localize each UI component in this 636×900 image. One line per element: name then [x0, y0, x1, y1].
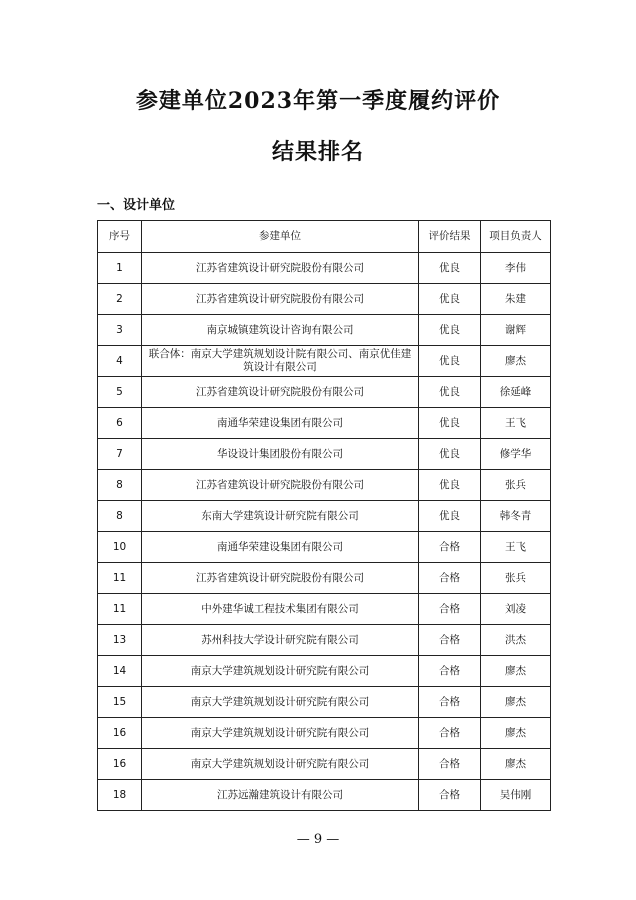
cell-manager: 廖杰: [481, 718, 551, 749]
cell-unit: 江苏远瀚建筑设计有限公司: [142, 780, 419, 811]
cell-unit: 江苏省建筑设计研究院股份有限公司: [142, 563, 419, 594]
cell-manager: 徐延峰: [481, 377, 551, 408]
cell-manager: 刘凌: [481, 594, 551, 625]
cell-rank: 2: [98, 284, 142, 315]
cell-rank: 16: [98, 749, 142, 780]
cell-manager: 廖杰: [481, 687, 551, 718]
cell-unit: 南京城镇建筑设计咨询有限公司: [142, 315, 419, 346]
cell-rank: 3: [98, 315, 142, 346]
cell-manager: 王飞: [481, 532, 551, 563]
cell-unit: 中外建华诚工程技术集团有限公司: [142, 594, 419, 625]
table-row: [98, 563, 551, 594]
cell-result: 优良: [419, 346, 481, 377]
cell-manager: 李伟: [481, 253, 551, 284]
table-row: [98, 687, 551, 718]
cell-unit: 南京大学建筑规划设计研究院有限公司: [142, 687, 419, 718]
table-row: [98, 253, 551, 284]
cell-result: 合格: [419, 780, 481, 811]
cell-result: 优良: [419, 501, 481, 532]
cell-result: 合格: [419, 625, 481, 656]
cell-manager: 张兵: [481, 470, 551, 501]
cell-result: 优良: [419, 315, 481, 346]
cell-rank: 1: [98, 253, 142, 284]
cell-rank: 7: [98, 439, 142, 470]
header-rank: 序号: [98, 221, 142, 253]
cell-rank: 15: [98, 687, 142, 718]
ranking-table: [97, 220, 551, 811]
cell-result: 优良: [419, 377, 481, 408]
table-row: [98, 625, 551, 656]
cell-rank: 10: [98, 532, 142, 563]
document-title-line1: 参建单位2023年第一季度履约评价: [135, 88, 501, 114]
cell-manager: 廖杰: [481, 749, 551, 780]
cell-unit: 苏州科技大学设计研究院有限公司: [142, 625, 419, 656]
table-row: [98, 532, 551, 563]
page-number: — 9 —: [296, 832, 340, 847]
cell-unit: 联合体：南京大学建筑规划设计院有限公司、南京优佳建筑设计有限公司: [142, 346, 419, 377]
cell-result: 优良: [419, 253, 481, 284]
cell-rank: 14: [98, 656, 142, 687]
cell-unit: 江苏省建筑设计研究院股份有限公司: [142, 377, 419, 408]
cell-unit: 南京大学建筑规划设计研究院有限公司: [142, 749, 419, 780]
header-unit: 参建单位: [142, 221, 419, 253]
cell-unit: 江苏省建筑设计研究院股份有限公司: [142, 470, 419, 501]
table-header-row: [98, 221, 551, 253]
header-manager: 项目负责人: [481, 221, 551, 253]
cell-manager: 张兵: [481, 563, 551, 594]
cell-rank: 11: [98, 594, 142, 625]
cell-rank: 4: [98, 346, 142, 377]
cell-unit: 东南大学建筑设计研究院有限公司: [142, 501, 419, 532]
cell-rank: 8: [98, 501, 142, 532]
table-row: [98, 594, 551, 625]
table-body: [98, 253, 551, 811]
cell-result: 优良: [419, 408, 481, 439]
cell-rank: 11: [98, 563, 142, 594]
table-row: [98, 315, 551, 346]
cell-unit: 江苏省建筑设计研究院股份有限公司: [142, 284, 419, 315]
cell-manager: 朱建: [481, 284, 551, 315]
cell-rank: 5: [98, 377, 142, 408]
cell-result: 合格: [419, 532, 481, 563]
table-row: [98, 470, 551, 501]
table-row: [98, 377, 551, 408]
table-row: [98, 780, 551, 811]
table-row: [98, 346, 551, 377]
cell-result: 优良: [419, 284, 481, 315]
cell-result: 合格: [419, 749, 481, 780]
cell-unit: 南通华荣建设集团有限公司: [142, 532, 419, 563]
cell-manager: 韩冬青: [481, 501, 551, 532]
cell-unit: 南京大学建筑规划设计研究院有限公司: [142, 718, 419, 749]
cell-manager: 吴伟刚: [481, 780, 551, 811]
cell-manager: 王飞: [481, 408, 551, 439]
cell-result: 合格: [419, 718, 481, 749]
cell-unit: 华设设计集团股份有限公司: [142, 439, 419, 470]
cell-unit: 南通华荣建设集团有限公司: [142, 408, 419, 439]
cell-result: 合格: [419, 687, 481, 718]
cell-rank: 6: [98, 408, 142, 439]
cell-manager: 廖杰: [481, 346, 551, 377]
cell-rank: 16: [98, 718, 142, 749]
cell-result: 优良: [419, 470, 481, 501]
table-row: [98, 501, 551, 532]
document-title-line2: 结果排名: [271, 139, 364, 165]
cell-result: 合格: [419, 594, 481, 625]
cell-manager: 修学华: [481, 439, 551, 470]
cell-unit: 江苏省建筑设计研究院股份有限公司: [142, 253, 419, 284]
section-heading: 一、设计单位: [97, 198, 176, 213]
table-row: [98, 656, 551, 687]
table-row: [98, 284, 551, 315]
table-row: [98, 718, 551, 749]
cell-result: 合格: [419, 563, 481, 594]
cell-rank: 18: [98, 780, 142, 811]
table-row: [98, 749, 551, 780]
cell-unit: 南京大学建筑规划设计研究院有限公司: [142, 656, 419, 687]
header-result: 评价结果: [419, 221, 481, 253]
cell-rank: 8: [98, 470, 142, 501]
cell-manager: 廖杰: [481, 656, 551, 687]
cell-manager: 谢辉: [481, 315, 551, 346]
cell-manager: 洪杰: [481, 625, 551, 656]
cell-result: 优良: [419, 439, 481, 470]
table-row: [98, 439, 551, 470]
table-row: [98, 408, 551, 439]
cell-rank: 13: [98, 625, 142, 656]
cell-result: 合格: [419, 656, 481, 687]
